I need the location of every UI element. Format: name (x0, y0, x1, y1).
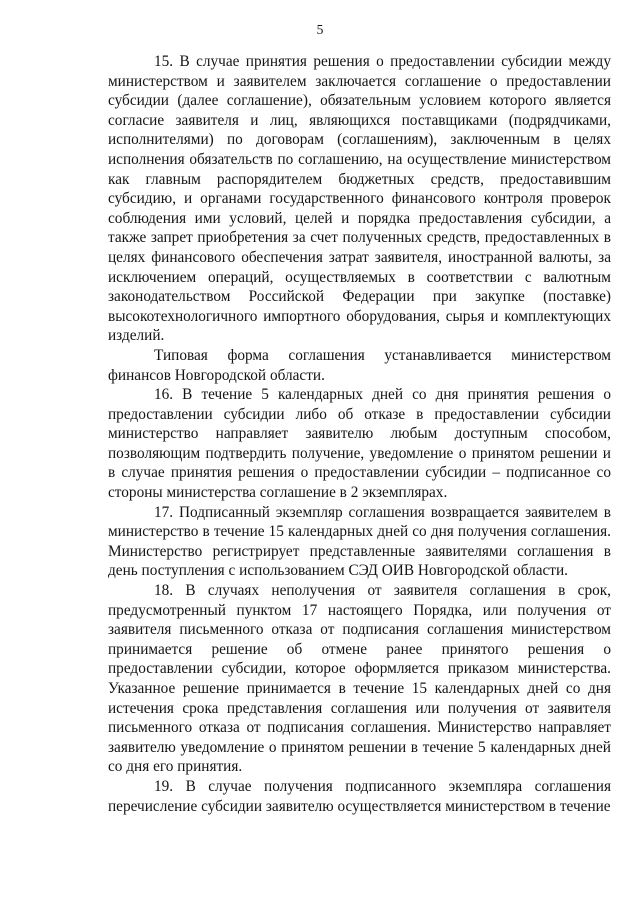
paragraph-18: 18. В случаях неполучения от заявителя соглашения в срок, предусмотренный пунктом 17 настоящего Порядка, или получения от заявителя письменного отказа от подписания соглашения министерством принимается решение об отмене ранее принятого решения о предоставлении субсидии, которое оформляется приказом министерства. Указанное решение принимается в течение 15 календарных дней со дня истечения срока представления соглашения или получения от заявителя письменного отказа от подписания соглашения. Министерство направляет заявителю уведомление о принятом решении в течение 5 календарных дней со дня его принятия. (108, 582, 611, 776)
paragraph-17: 17. Подписанный экземпляр соглашения возвращается заявителем в министерство в течение 15 календарных дней со дня получения соглашения. Министерство регистрирует представленные заявителями соглашения в день поступления с использованием СЭД ОИВ Новгородской области. (108, 503, 611, 580)
document-body (108, 52, 611, 816)
paragraph-15: 15. В случае принятия решения о предоставлении субсидии между министерством и заявителем заключается соглашение о предоставлении субсидии (далее соглашение), обязательным условием которого является согласие заявителя и лиц, являющихся поставщиками (подрядчиками, исполнителями) по договорам (соглашениям), заключенным в целях исполнения обязательств по соглашению, на осуществление министерством как главным распорядителем бюджетных средств, предоставившим субсидию, и органами государственного финансового контроля проверок соблюдения ими условий, целей и порядка предоставления субсидии, а также запрет приобретения за счет полученных средств, предоставленных в целях финансового обеспечения затрат заявителя, иностранной валюты, за исключением операций, осуществляемых в соответствии с валютным законодательством Российской Федерации при закупке (поставке) высокотехнологичного импортного оборудования, сырья и комплектующих изделий. (108, 53, 611, 345)
page-number: 5 (316, 22, 324, 37)
paragraph-15-standard-form: Типовая форма соглашения устанавливается министерством финансов Новгородской области. (108, 346, 611, 384)
paragraph-16: 16. В течение 5 календарных дней со дня принятия решения о предоставлении субсидии либо об отказе в предоставлении субсидии министерство направляет заявителю любым доступным способом, позволяющим подтвердить получение, уведомление о принятом решении и в случае принятия решения о предоставлении субсидии – подписанное со стороны министерства соглашение в 2 экземплярах. (108, 386, 611, 502)
paragraph-19: 19. В случае получения подписанного экземпляра соглашения перечисление субсидии заявителю осуществляется министерством в течение (108, 777, 611, 815)
